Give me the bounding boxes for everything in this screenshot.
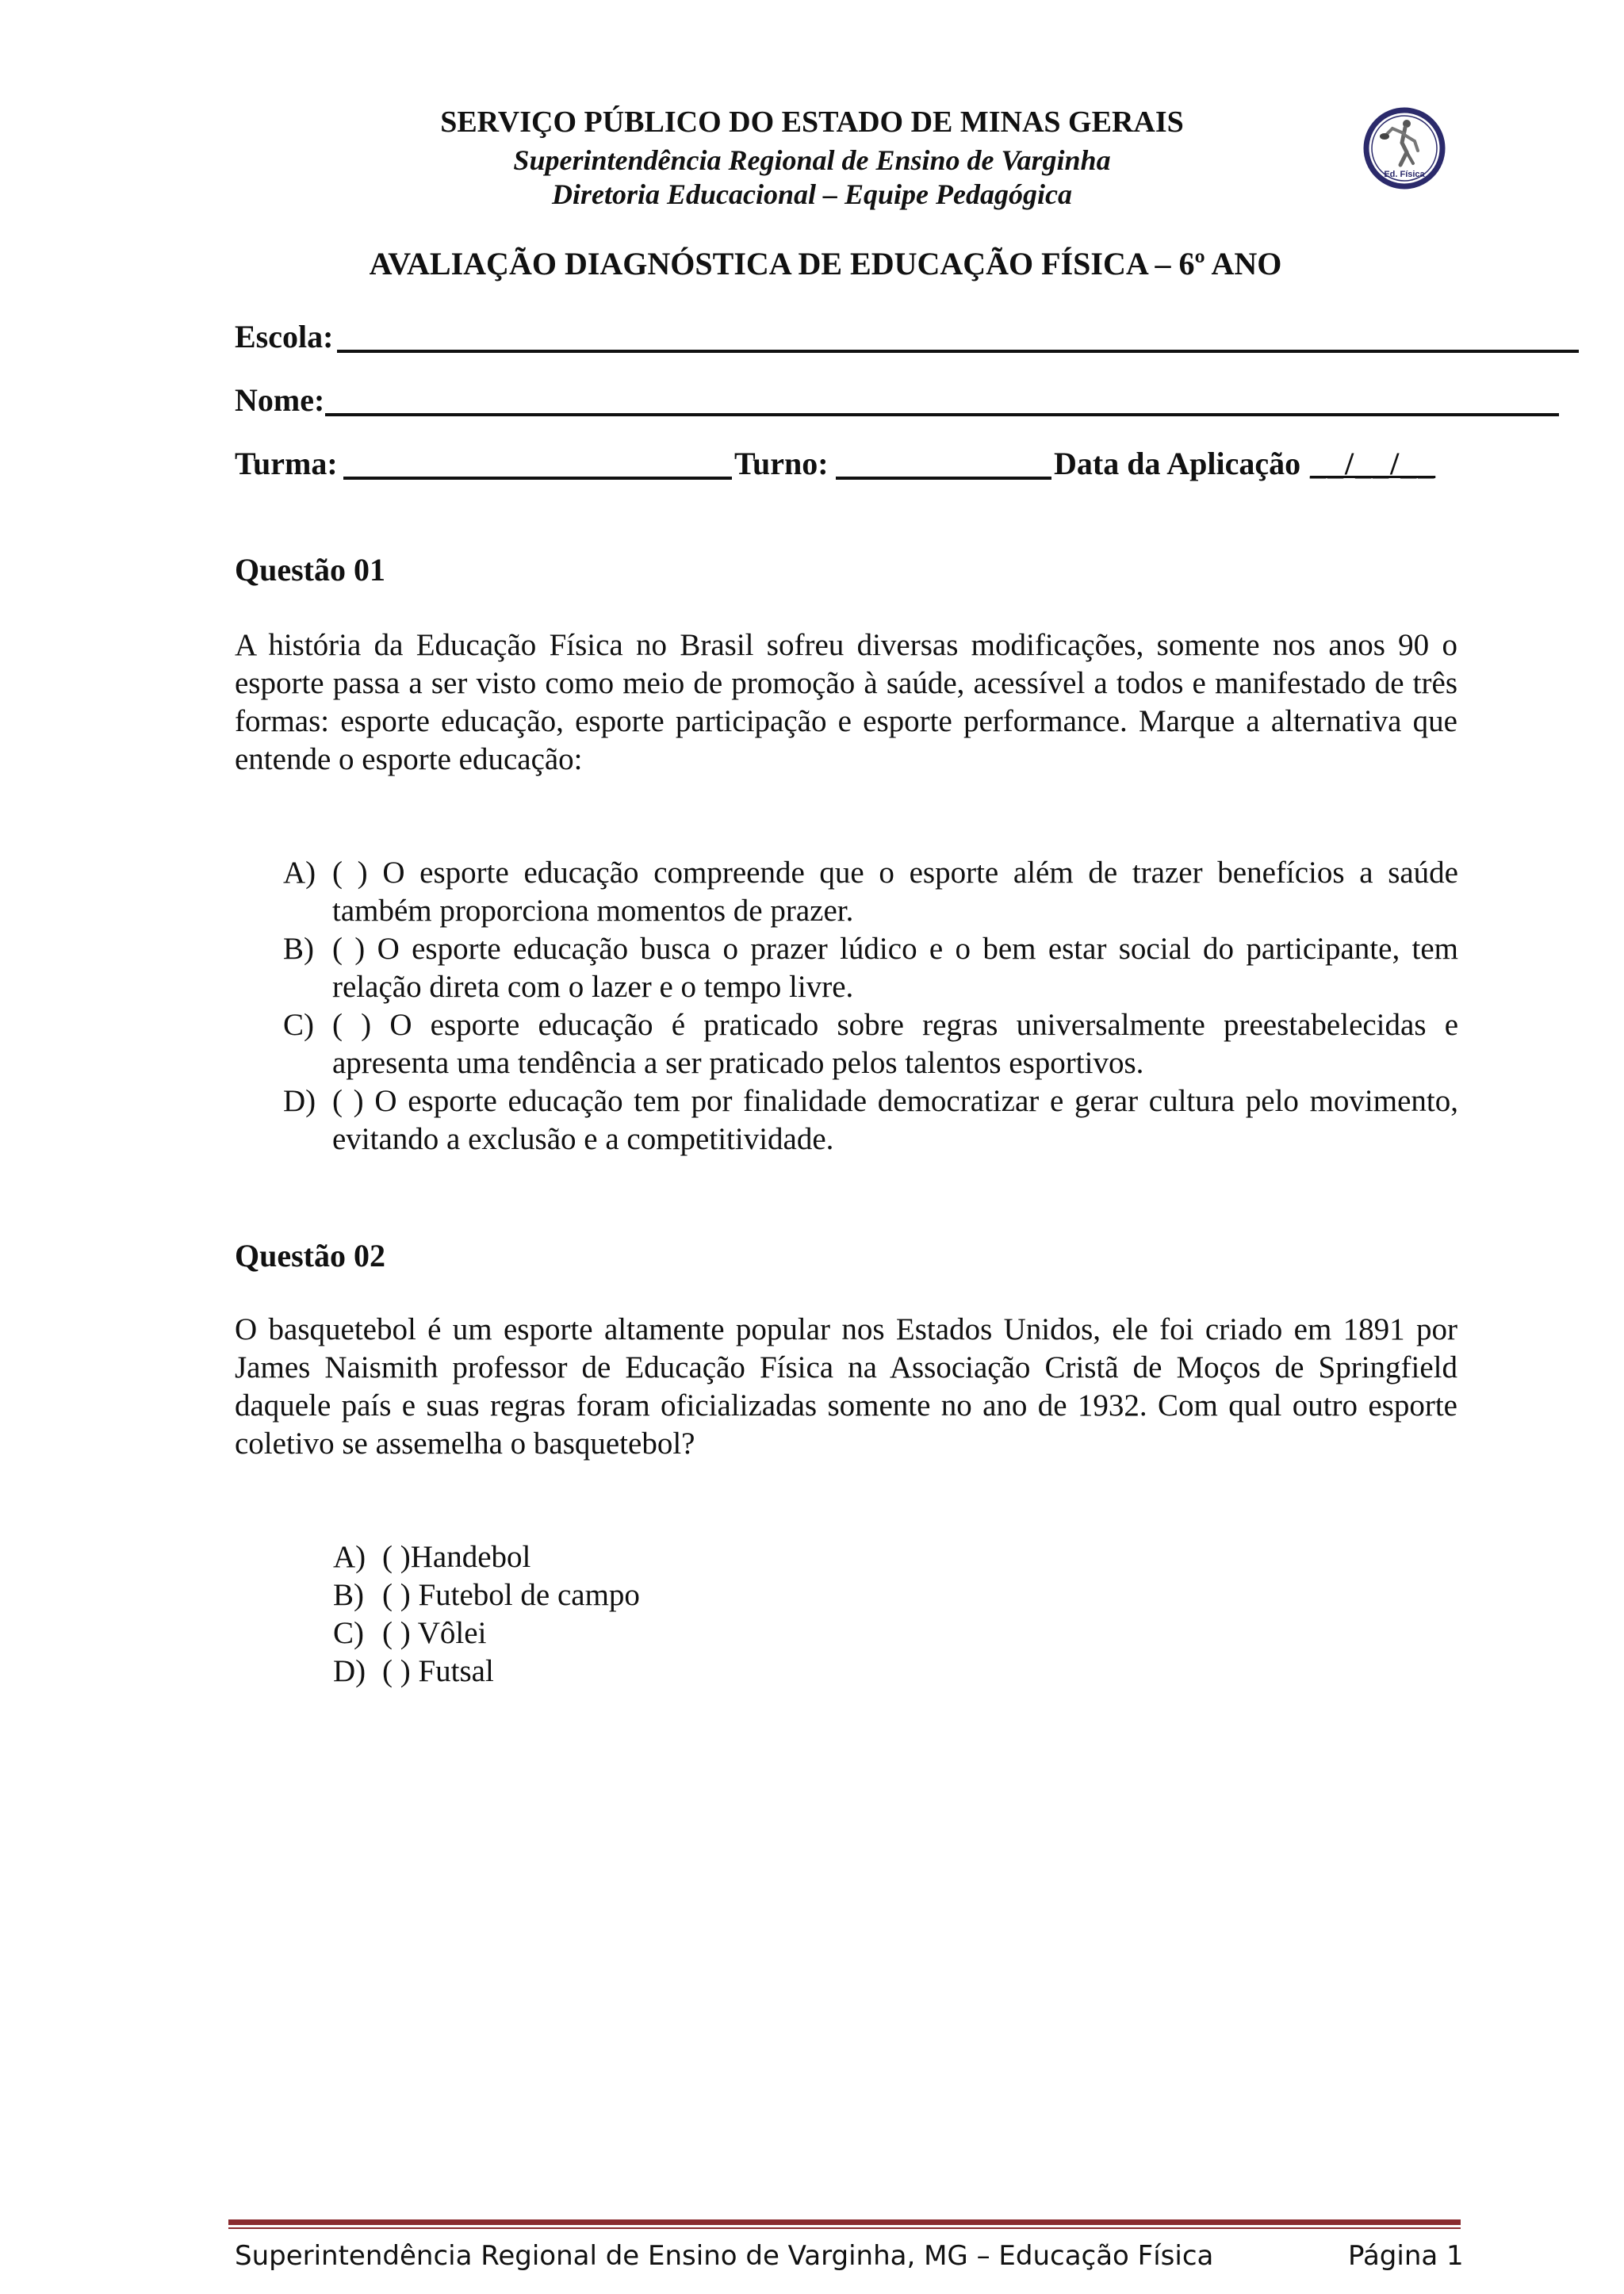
option-text: ( ) O esporte educação tem por finalidade democratizar e gerar cultura pelo movimento, evitando a exclusão e a competitividade.: [332, 1084, 1458, 1156]
option-text: ( )Handebol: [382, 1540, 531, 1574]
question-1-option-d[interactable]: [283, 1082, 1458, 1158]
page-number: Página 1: [1348, 2240, 1464, 2272]
question-1-option-c[interactable]: [283, 1006, 1458, 1082]
question-2-option-a[interactable]: [333, 1538, 530, 1576]
option-text: ( ) O esporte educação busca o prazer lúdico e o bem estar social do participante, tem relação direta com o lazer e o tempo livre.: [332, 932, 1458, 1004]
page-title: AVALIAÇÃO DIAGNÓSTICA DE EDUCAÇÃO FÍSICA – 6º ANO: [369, 246, 1282, 281]
option-letter: A): [333, 1540, 366, 1574]
question-1-option-b[interactable]: [283, 930, 1458, 1006]
footer-left-text: Superintendência Regional de Ensino de Varginha, MG – Educação Física: [235, 2240, 1214, 2272]
nome-label: Nome:: [235, 382, 325, 418]
header-state-service: SERVIÇO PÚBLICO DO ESTADO DE MINAS GERAIS: [440, 105, 1184, 139]
question-1-title: Questão 01: [235, 552, 385, 588]
escola-label: Escola:: [235, 319, 334, 354]
logo-text: Ed. Física: [1384, 170, 1425, 179]
discobolus-logo-icon: [1361, 105, 1448, 192]
question-2-title: Questão 02: [235, 1238, 385, 1273]
option-text: ( ) Futebol de campo: [382, 1578, 640, 1612]
question-2-text: O basquetebol é um esporte altamente popular nos Estados Unidos, ele foi criado em 1891 por James Naismith professor de Educação Física na Associação Cristã de Moços de Springfield daquele país e suas regras foram oficializadas somente no ano de 1932. Com qual outro esporte coletivo se assemelha o basquetebol?: [235, 1312, 1457, 1461]
option-text: ( ) O esporte educação é praticado sobre regras universalmente preestabelecidas e apresenta uma tendência a ser praticado pelos talentos esportivos.: [332, 1008, 1458, 1080]
turma-field[interactable]: [343, 477, 732, 480]
option-text: ( ) Vôlei: [382, 1616, 487, 1650]
option-letter: B): [283, 932, 314, 966]
option-letter: C): [283, 1008, 314, 1042]
header-superintendence: Superintendência Regional de Ensino de Varginha: [513, 144, 1111, 176]
option-letter: A): [283, 856, 316, 890]
data-aplicacao-field[interactable]: __/__/__: [1310, 446, 1436, 481]
question-1-option-a[interactable]: [283, 854, 1458, 930]
header-directorate: Diretoria Educacional – Equipe Pedagógica: [552, 178, 1072, 210]
footer-rule-thin: [228, 2227, 1461, 2229]
option-letter: B): [333, 1578, 364, 1612]
turma-label: Turma:: [235, 446, 338, 481]
option-letter: C): [333, 1616, 364, 1650]
escola-field[interactable]: [337, 350, 1579, 353]
turno-label: Turno:: [734, 446, 829, 481]
question-2-option-d[interactable]: [333, 1653, 494, 1691]
ed-fisica-logo: [1361, 105, 1448, 192]
option-letter: D): [333, 1654, 366, 1688]
data-aplicacao-label: Data da Aplicação: [1054, 446, 1301, 481]
question-1-text: A história da Educação Física no Brasil sofreu diversas modificações, somente nos anos 90 o esporte passa a ser visto como meio de promoção à saúde, acessível a todos e manifestado de três formas: esporte educação, esporte participação e esporte performance. Marque a alternativa que entende o esporte educação:: [235, 628, 1457, 776]
question-2-option-b[interactable]: [333, 1576, 640, 1614]
question-2-option-c[interactable]: [333, 1614, 486, 1653]
option-text: ( ) Futsal: [382, 1654, 494, 1688]
option-letter: D): [283, 1084, 316, 1118]
option-text: ( ) O esporte educação compreende que o esporte além de trazer benefícios a saúde também proporciona momentos de prazer.: [332, 856, 1458, 928]
turno-field[interactable]: [836, 477, 1051, 480]
footer-rule: [228, 2219, 1461, 2225]
nome-field[interactable]: [325, 413, 1559, 416]
